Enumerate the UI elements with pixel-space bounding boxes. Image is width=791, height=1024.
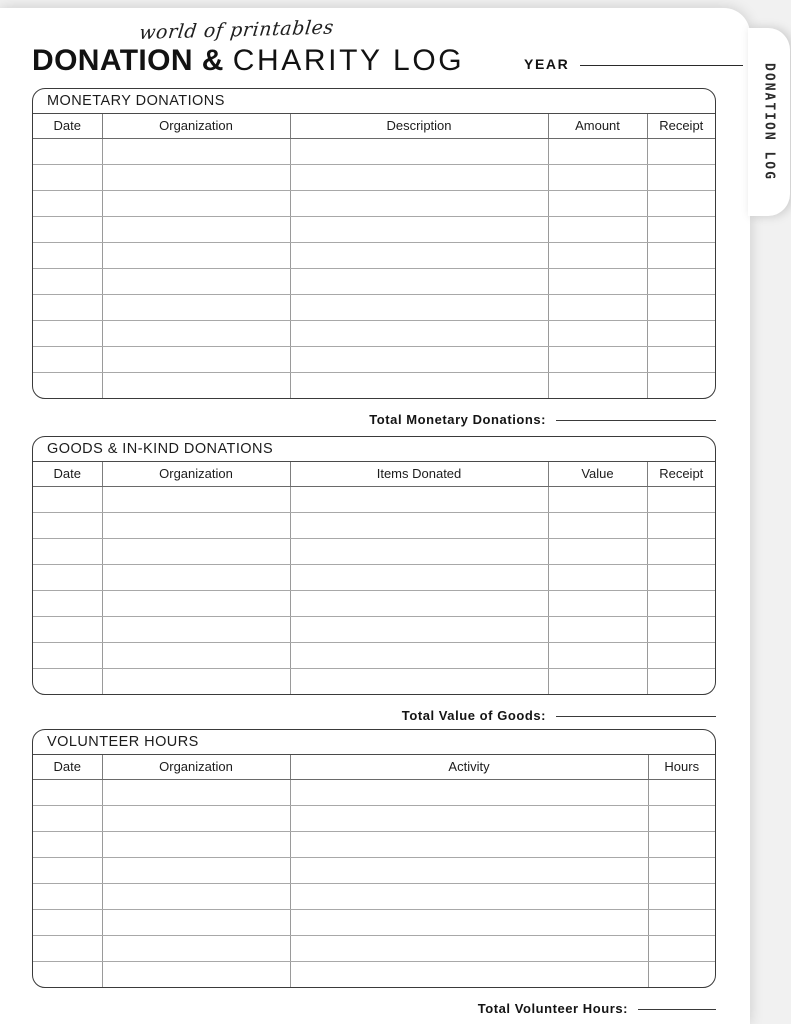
table-row [33,616,715,642]
table-row [33,935,715,961]
table-row [33,190,715,216]
cell-amount[interactable] [548,268,647,294]
cell-date[interactable] [33,486,102,512]
cell-value[interactable] [548,564,647,590]
table-row [33,538,715,564]
cell-activity[interactable] [290,909,648,935]
section-monetary-donations [32,88,716,399]
cell-amount[interactable] [548,320,647,346]
column-header-receipt: Receipt [647,114,715,138]
cell-receipt[interactable] [647,268,715,294]
table-row [33,372,715,398]
cell-organization[interactable] [102,909,290,935]
cell-receipt[interactable] [647,242,715,268]
cell-date[interactable] [33,590,102,616]
total-value-of-goods [32,708,716,723]
cell-receipt[interactable] [647,372,715,398]
table-row [33,805,715,831]
cell-date[interactable] [33,216,102,242]
cell-items-donated[interactable] [290,486,548,512]
table-row [33,642,715,668]
table-header-row [33,114,715,138]
cell-date[interactable] [33,164,102,190]
cell-date[interactable] [33,346,102,372]
table-row [33,242,715,268]
cell-organization[interactable] [102,668,290,694]
cell-date[interactable] [33,857,102,883]
cell-amount[interactable] [548,138,647,164]
cell-date[interactable] [33,138,102,164]
cell-organization[interactable] [102,961,290,987]
section-title-goods: GOODS & IN-KIND DONATIONS [33,437,715,462]
cell-description[interactable] [290,346,548,372]
cell-receipt[interactable] [647,590,715,616]
section-title-monetary: MONETARY DONATIONS [33,89,715,114]
column-header-date: Date [33,114,102,138]
cell-date[interactable] [33,538,102,564]
cell-value[interactable] [548,616,647,642]
cell-organization[interactable] [102,512,290,538]
cell-date[interactable] [33,512,102,538]
column-header-organization: Organization [102,462,290,486]
cell-hours[interactable] [648,961,715,987]
cell-activity[interactable] [290,831,648,857]
cell-value[interactable] [548,538,647,564]
year-input-line[interactable] [580,65,743,66]
year-field[interactable] [524,56,743,72]
cell-amount[interactable] [548,242,647,268]
cell-date[interactable] [33,642,102,668]
cell-hours[interactable] [648,909,715,935]
cell-date[interactable] [33,372,102,398]
cell-organization[interactable] [102,538,290,564]
cell-organization[interactable] [102,831,290,857]
column-header-amount: Amount [548,114,647,138]
cell-description[interactable] [290,138,548,164]
cell-description[interactable] [290,294,548,320]
cell-description[interactable] [290,242,548,268]
cell-activity[interactable] [290,935,648,961]
table-header-row [33,755,715,779]
cell-description[interactable] [290,372,548,398]
total-monetary-donations [32,412,716,427]
cell-date[interactable] [33,935,102,961]
table-row [33,961,715,987]
section-volunteer-hours [32,729,716,988]
cell-receipt[interactable] [647,216,715,242]
column-header-receipt: Receipt [647,462,715,486]
table-row [33,486,715,512]
table-row [33,909,715,935]
table-row [33,320,715,346]
cell-organization[interactable] [102,164,290,190]
cell-date[interactable] [33,883,102,909]
page-header [32,16,716,82]
cell-organization[interactable] [102,138,290,164]
cell-date[interactable] [33,805,102,831]
cell-amount[interactable] [548,294,647,320]
table-row [33,564,715,590]
cell-organization[interactable] [102,242,290,268]
cell-organization[interactable] [102,190,290,216]
total-monetary-label: Total Monetary Donations: [369,412,546,427]
column-header-date: Date [33,755,102,779]
cell-hours[interactable] [648,831,715,857]
cell-amount[interactable] [548,346,647,372]
table-row [33,883,715,909]
column-header-value: Value [548,462,647,486]
cell-value[interactable] [548,642,647,668]
table-row [33,138,715,164]
cell-organization[interactable] [102,268,290,294]
cell-hours[interactable] [648,805,715,831]
cell-hours[interactable] [648,935,715,961]
cell-receipt[interactable] [647,346,715,372]
cell-date[interactable] [33,668,102,694]
cell-value[interactable] [548,590,647,616]
page-title-light: CHARITY LOG [232,44,465,77]
table-header-row [33,462,715,486]
table-row [33,779,715,805]
cell-receipt[interactable] [647,320,715,346]
page-title-bold: DONATION & [32,44,224,77]
cell-organization[interactable] [102,857,290,883]
column-header-organization: Organization [102,114,290,138]
cell-date[interactable] [33,564,102,590]
column-header-activity: Activity [290,755,648,779]
cell-hours[interactable] [648,779,715,805]
cell-amount[interactable] [548,190,647,216]
year-label: YEAR [524,56,570,72]
cell-description[interactable] [290,216,548,242]
volunteer-hours-table [33,755,715,987]
cell-receipt[interactable] [647,512,715,538]
cell-organization[interactable] [102,935,290,961]
cell-items-donated[interactable] [290,668,548,694]
cell-organization[interactable] [102,805,290,831]
cell-date[interactable] [33,268,102,294]
cell-date[interactable] [33,320,102,346]
table-row [33,268,715,294]
cell-hours[interactable] [648,857,715,883]
column-header-organization: Organization [102,755,290,779]
cell-amount[interactable] [548,164,647,190]
cell-organization[interactable] [102,294,290,320]
cell-organization[interactable] [102,216,290,242]
cell-description[interactable] [290,164,548,190]
total-volunteer-label: Total Volunteer Hours: [477,1001,628,1016]
table-row [33,164,715,190]
cell-date[interactable] [33,779,102,805]
goods-donations-table [33,462,715,694]
cell-date[interactable] [33,294,102,320]
cell-value[interactable] [548,668,647,694]
column-header-items-donated: Items Donated [290,462,548,486]
table-row [33,590,715,616]
cell-organization[interactable] [102,486,290,512]
table-row [33,216,715,242]
cell-amount[interactable] [548,216,647,242]
table-row [33,294,715,320]
cell-organization[interactable] [102,590,290,616]
cell-receipt[interactable] [647,642,715,668]
cell-activity[interactable] [290,857,648,883]
cell-organization[interactable] [102,320,290,346]
cell-hours[interactable] [648,883,715,909]
table-row [33,831,715,857]
cell-description[interactable] [290,320,548,346]
cell-organization[interactable] [102,642,290,668]
cell-receipt[interactable] [647,538,715,564]
total-volunteer-hours [32,1001,716,1016]
column-header-description: Description [290,114,548,138]
cell-description[interactable] [290,190,548,216]
cell-organization[interactable] [102,883,290,909]
cell-activity[interactable] [290,883,648,909]
cell-date[interactable] [33,831,102,857]
cell-receipt[interactable] [647,294,715,320]
cell-organization[interactable] [102,779,290,805]
cell-activity[interactable] [290,805,648,831]
cell-organization[interactable] [102,616,290,642]
cell-organization[interactable] [102,564,290,590]
column-header-hours: Hours [648,755,715,779]
cell-description[interactable] [290,268,548,294]
table-row [33,857,715,883]
cell-receipt[interactable] [647,138,715,164]
section-goods-in-kind-donations [32,436,716,695]
cell-date[interactable] [33,190,102,216]
cell-receipt[interactable] [647,164,715,190]
brand-script-logo: world of printables [138,16,336,44]
table-row [33,346,715,372]
printable-page [0,8,750,1024]
cell-items-donated[interactable] [290,512,548,538]
cell-date[interactable] [33,909,102,935]
cell-value[interactable] [548,512,647,538]
cell-items-donated[interactable] [290,590,548,616]
cell-date[interactable] [33,961,102,987]
table-row [33,668,715,694]
cell-items-donated[interactable] [290,642,548,668]
cell-value[interactable] [548,486,647,512]
cell-activity[interactable] [290,961,648,987]
column-header-date: Date [33,462,102,486]
cell-activity[interactable] [290,779,648,805]
side-tab[interactable] [748,28,790,216]
cell-items-donated[interactable] [290,616,548,642]
total-volunteer-input-line[interactable] [638,1009,716,1010]
cell-organization[interactable] [102,346,290,372]
cell-items-donated[interactable] [290,538,548,564]
cell-receipt[interactable] [647,564,715,590]
cell-receipt[interactable] [647,668,715,694]
monetary-donations-table [33,114,715,398]
cell-organization[interactable] [102,372,290,398]
cell-date[interactable] [33,242,102,268]
side-tab-label: DONATION LOG [761,63,777,181]
cell-receipt[interactable] [647,616,715,642]
cell-date[interactable] [33,616,102,642]
cell-receipt[interactable] [647,486,715,512]
total-goods-input-line[interactable] [556,716,716,717]
table-row [33,512,715,538]
total-monetary-input-line[interactable] [556,420,716,421]
cell-receipt[interactable] [647,190,715,216]
section-title-volunteer: VOLUNTEER HOURS [33,730,715,755]
cell-amount[interactable] [548,372,647,398]
total-goods-label: Total Value of Goods: [401,708,546,723]
cell-items-donated[interactable] [290,564,548,590]
